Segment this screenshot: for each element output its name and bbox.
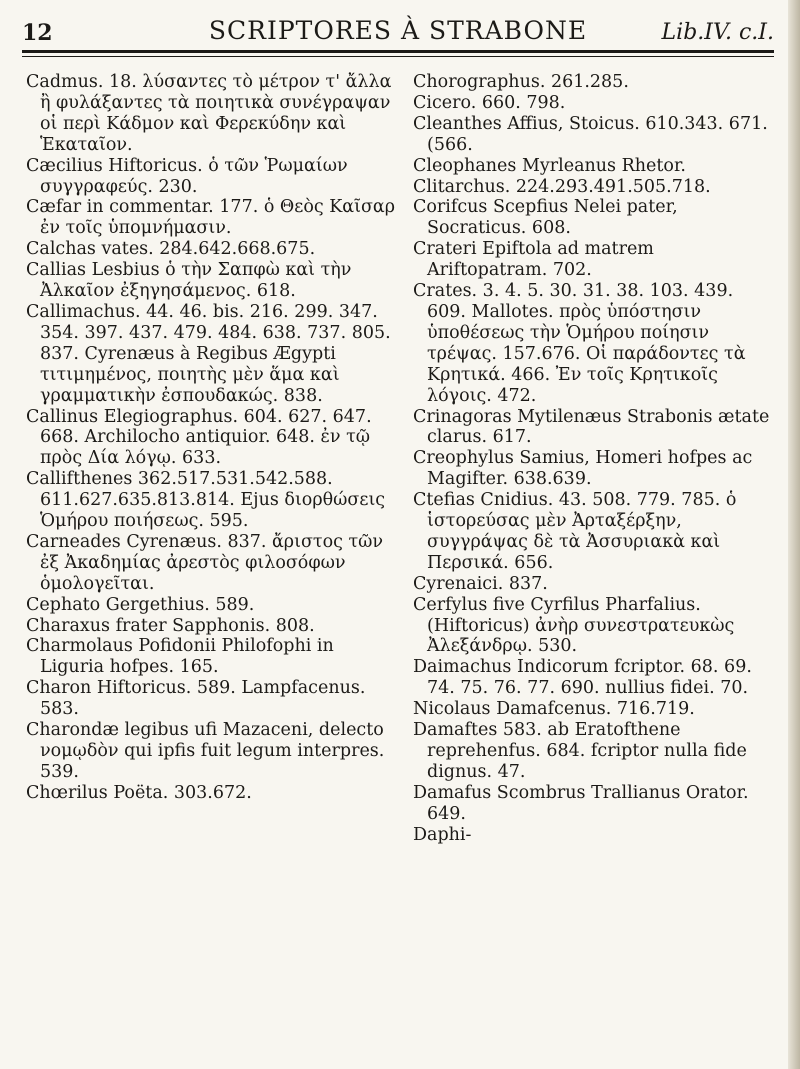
index-entry: Callias Lesbius ὁ τὴν Σαπφὼ καὶ τὴν Ἀλκαῖον ἐξηγησάμενος. 618. (26, 260, 352, 302)
index-entry: Charmolaus Pofidonii Philofophi in Liguria hofpes. 165. (26, 636, 334, 678)
index-entry: Cyrenaici. 837. (413, 573, 548, 594)
index-entry: Daphi- (413, 824, 472, 845)
index-entry: Callifthenes 362.517.531.542.588. 611.627.635.813.814. Ejus διορθώσεις Ὁμήρου ποιήσεως. 595. (26, 469, 386, 532)
index-entry: Clitarchus. 224.293.491.505.718. (413, 176, 711, 197)
index-entry: Chœrilus Poëta. 303.672. (26, 782, 252, 803)
index-entry: Cadmus. 18. λύσαντες τὸ μέτρον τ' ἄλλα ἢ φυλάξαντες τὰ ποιητικὰ συνέγραψαν οἱ περὶ Κάδμον καὶ Φερεκύδην καὶ Ἑκαταῖον. (26, 72, 392, 155)
index-entry: Damaftes 583. ab Eratofthene reprehenfus. 684. fcriptor nulla fide dignus. 47. (413, 720, 747, 782)
index-entry: Ctefias Cnidius. 43. 508. 779. 785. ὁ ἱστορεύσας μὲν Ἀρταξέρξην, συγγράψας δὲ τὰ Ἀσσυριακὰ καὶ Περσικά. 656. (413, 490, 737, 573)
index-entry: Cephato Gergethius. 589. (26, 594, 255, 615)
index-entry: Cleanthes Affius, Stoicus. 610.343. 671. (566. (413, 113, 768, 155)
index-entry: Crateri Epiftola ad matrem Ariftopatram. 702. (413, 239, 654, 281)
index-entry: Crinagoras Mytilenæus Strabonis ætate clarus. 617. (413, 406, 770, 448)
book-chapter-reference: Lib.IV. c.I. (661, 20, 774, 45)
page-number: 12 (22, 20, 53, 46)
index-column-left (26, 72, 396, 804)
index-entry: Calchas vates. 284.642.668.675. (26, 239, 316, 260)
page-edge-shadow (788, 0, 800, 1069)
index-entry: Creophylus Samius, Homeri hofpes ac Magifter. 638.639. (413, 448, 753, 490)
index-entry: Cicero. 660. 798. (413, 92, 566, 113)
index-entry: Carneades Cyrenæus. 837. ἄριστος τῶν ἐξ Ἀκαδημίας ἀρεστὸς φιλοσόφων ὁμολογεῖται. (26, 531, 384, 594)
index-entry: Corifcus Scepfius Nelei pater, Socraticus. 608. (413, 197, 678, 239)
index-entry: Charaxus frater Sapphonis. 808. (26, 615, 315, 636)
page-title: SCRIPTORES À STRABONE (208, 16, 588, 45)
index-entry: Cleophanes Myrleanus Rhetor. (413, 155, 686, 176)
index-entry: Crates. 3. 4. 5. 30. 31. 38. 103. 439. 609. Mallotes. πρὸς ὑπόστησιν ὑποθέσεως τὴν Ὁμήρου ποίησιν τρέψας. 157.676. Οἱ παράδοντες τὰ Κρητικά. 466. Ἐν τοῖς Κρητικοῖς λόγοις. 472. (413, 281, 746, 406)
index-entry: Charondæ legibus ufi Mazaceni, delecto νομῳδὸν qui ipfis fuit legum interpres. 539. (26, 720, 385, 782)
index-entry: Cæfar in commentar. 177. ὁ Θεὸς Καῖσαρ ἐν τοῖς ὑπομνήμασιν. (26, 197, 396, 239)
index-entry: Callinus Elegiographus. 604. 627. 647. 668. Archilocho antiquior. 648. ἐν τῷ πρὸς Δία λόγῳ. 633. (26, 406, 372, 469)
header-rule (22, 50, 774, 53)
index-entry: Callimachus. 44. 46. bis. 216. 299. 347. 354. 397. 437. 479. 484. 638. 737. 805. 837. Cyrenæus à Regibus Ægypti τιτιμημένος, ποιητὴς μὲν ἅμα καὶ γραμματικὴν ἐσπουδακώς. 838. (26, 301, 391, 406)
index-entry: Cæcilius Hiftoricus. ὁ τῶν Ῥωμαίων συγγραφεύς. 230. (26, 155, 348, 197)
running-head (22, 14, 774, 48)
index-column-right (413, 72, 775, 846)
index-entry: Daimachus Indicorum fcriptor. 68. 69. 74. 75. 76. 77. 690. nullius fidei. 70. (413, 657, 752, 699)
header-rule-thin (22, 56, 774, 57)
index-entry: Cerfylus five Cyrfilus Pharfalius. (Hiftoricus) ἀνὴρ συνεστρατευκὼς Ἀλεξάνδρῳ. 530. (413, 594, 735, 657)
index-entry: Charon Hiftoricus. 589. Lampfacenus. 583. (26, 678, 366, 720)
index-entry: Chorographus. 261.285. (413, 72, 629, 92)
index-entry: Nicolaus Damafcenus. 716.719. (413, 699, 695, 720)
index-entry: Damafus Scombrus Trallianus Orator. 649. (413, 782, 749, 824)
